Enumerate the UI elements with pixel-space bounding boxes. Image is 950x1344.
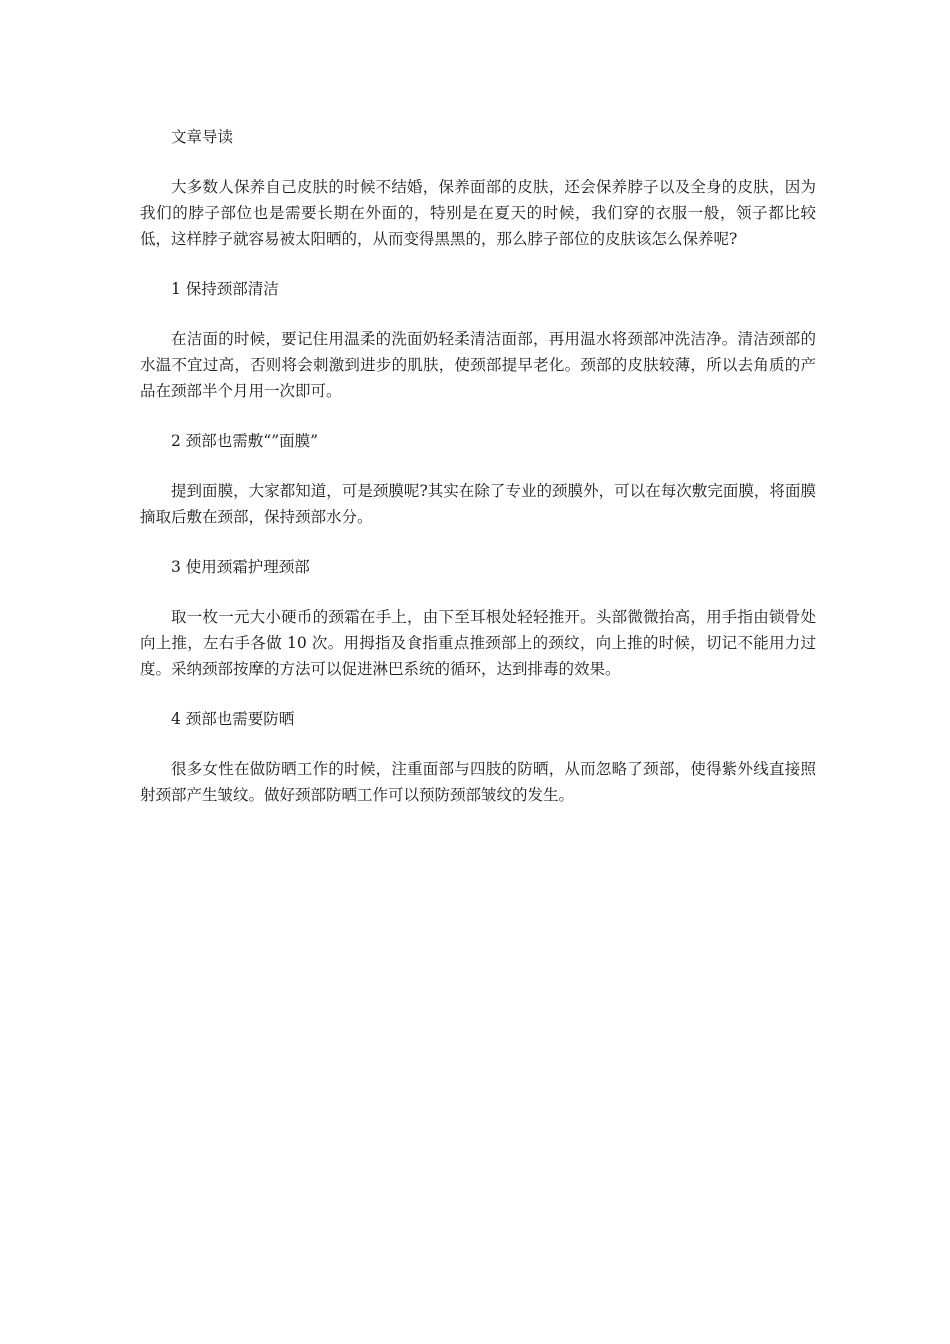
section-heading-1: 1 保持颈部清洁 bbox=[171, 280, 279, 298]
section-heading-3: 3 使用颈霜护理颈部 bbox=[171, 558, 310, 576]
section-body-1: 在洁面的时候，要记住用温柔的洗面奶轻柔清洁面部，再用温水将颈部冲洗洁净。清洁颈部的水温不宜过高，否则将会刺激到进步的肌肤，使颈部提早老化。颈部的皮肤较薄，所以去角质的产品在颈部半个月用一次即可。 bbox=[140, 330, 816, 400]
section-heading-2: 2 颈部也需敷“”面膜” bbox=[171, 432, 319, 450]
section-body-3: 取一枚一元大小硬币的颈霜在手上，由下至耳根处轻轻推开。头部微微抬高，用手指由锁骨处向上推，左右手各做 10 次。用拇指及食指重点推颈部上的颈纹，向上推的时候，切记不能用力过度。采纳颈部按摩的方法可以促进淋巴系统的循环，达到排毒的效果。 bbox=[140, 608, 816, 678]
section-body-4: 很多女性在做防晒工作的时候，注重面部与四肢的防晒，从而忽略了颈部，使得紫外线直接照射颈部产生皱纹。做好颈部防晒工作可以预防颈部皱纹的发生。 bbox=[140, 760, 816, 804]
intro-paragraph: 大多数人保养自己皮肤的时候不结婚，保养面部的皮肤，还会保养脖子以及全身的皮肤，因为我们的脖子部位也是需要长期在外面的，特别是在夏天的时候，我们穿的衣服一般，领子都比较低，这样脖子就容易被太阳晒的，从而变得黑黑的，那么脖子部位的皮肤该怎么保养呢? bbox=[140, 178, 816, 248]
section-body-2: 提到面膜，大家都知道，可是颈膜呢?其实在除了专业的颈膜外，可以在每次敷完面膜，将面膜摘取后敷在颈部，保持颈部水分。 bbox=[140, 482, 816, 526]
document-page bbox=[140, 124, 816, 832]
intro-heading: 文章导读 bbox=[171, 128, 234, 146]
section-heading-4: 4 颈部也需要防晒 bbox=[171, 710, 295, 728]
